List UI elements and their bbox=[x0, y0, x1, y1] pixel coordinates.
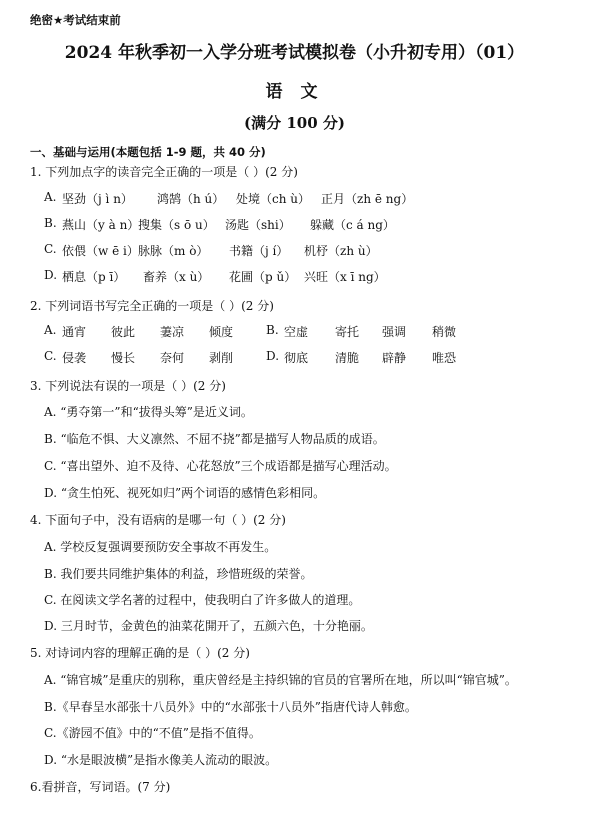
q4-option: A. 学校反复强调要预防安全事故不再发生。 bbox=[44, 540, 277, 554]
q2-word: 清脆 bbox=[335, 351, 360, 365]
q2-word: 奈何 bbox=[160, 351, 185, 365]
q2-option-letter: B. bbox=[266, 323, 279, 337]
question-6-stem: 6.看拼音，写词语。(7 分) bbox=[30, 780, 171, 794]
q1-option-letter: A. bbox=[44, 190, 57, 204]
q1-option-item: 机杼（zh ù） bbox=[304, 244, 378, 258]
q4-option: D. 三月时节，金黄色的油菜花開开了，五颜六色，十分艳丽。 bbox=[44, 619, 373, 633]
q1-option-item: 依偎（w ē i） bbox=[62, 244, 139, 258]
q1-option-item: 畜养（x ù） bbox=[143, 270, 210, 284]
q1-option-letter: B. bbox=[44, 216, 57, 230]
q2-word: 唯恐 bbox=[432, 351, 457, 365]
q2-word: 通宵 bbox=[62, 325, 87, 339]
q2-word: 辟静 bbox=[382, 351, 407, 365]
question-1-stem: 1. 下列加点字的读音完全正确的一项是（ ）(2 分) bbox=[30, 165, 298, 179]
q2-option-letter: A. bbox=[44, 323, 57, 337]
q2-word: 彼此 bbox=[111, 325, 136, 339]
question-4-stem: 4. 下面句子中，没有语病的是哪一句（ ）(2 分) bbox=[30, 513, 286, 527]
subject-title: 语 文 bbox=[265, 82, 324, 102]
q2-word: 强调 bbox=[382, 325, 407, 339]
q1-option-letter: D. bbox=[44, 268, 58, 282]
q5-option: B.《早春呈水部张十八员外》中的“水部张十八员外”指唐代诗人韩愈。 bbox=[44, 700, 417, 714]
question-3-stem: 3. 下列说法有误的一项是（ ）(2 分) bbox=[30, 379, 226, 393]
q2-word: 萋凉 bbox=[160, 325, 185, 339]
q5-option: D. “水是眼波横”是指水像美人流动的眼波。 bbox=[44, 753, 278, 767]
q4-option: C. 在阅读文学名著的过程中，使我明白了许多做人的道理。 bbox=[44, 593, 361, 607]
q1-option-item: 躲藏（c á ng） bbox=[310, 218, 395, 232]
q3-option: B. “临危不惧、大义凛然、不屈不挠”都是描写人物品质的成语。 bbox=[44, 432, 385, 446]
q1-option-item: 燕山（y à n） bbox=[62, 218, 140, 232]
full-mark: (满分 100 分) bbox=[244, 114, 345, 132]
q1-option-item: 坚劲（j ì n） bbox=[62, 192, 133, 206]
q2-word: 寄托 bbox=[335, 325, 360, 339]
q5-option: A. “锦官城”是重庆的别称，重庆曾经是主持织锦的官员的官署所在地，所以叫“锦官城”。 bbox=[44, 673, 517, 687]
section-heading: 一、基础与运用(本题包括 1-9 题，共 40 分) bbox=[30, 145, 266, 159]
q1-option-item: 正月（zh ē ng） bbox=[321, 192, 414, 206]
q2-word: 倾度 bbox=[209, 325, 234, 339]
confidential-label: 绝密★考试结束前 bbox=[30, 13, 121, 27]
q4-option: B. 我们要共同维护集体的利益，珍惜班级的荣誉。 bbox=[44, 567, 313, 581]
q1-option-item: 处境（ch ù） bbox=[236, 192, 310, 206]
q3-option: C. “喜出望外、迫不及待、心花怒放”三个成语都是描写心理活动。 bbox=[44, 459, 397, 473]
q3-option: A. “勇夺第一”和“拔得头筹”是近义词。 bbox=[44, 405, 253, 419]
q2-word: 稍微 bbox=[432, 325, 457, 339]
q1-option-item: 花圃（p ǔ） bbox=[229, 270, 297, 284]
q2-word: 空虚 bbox=[284, 325, 309, 339]
q3-option: D. “贪生怕死、视死如归”两个词语的感情色彩相同。 bbox=[44, 486, 326, 500]
q2-word: 侵袭 bbox=[62, 351, 87, 365]
q2-option-letter: C. bbox=[44, 349, 57, 363]
q1-option-letter: C. bbox=[44, 242, 57, 256]
q2-word: 彻底 bbox=[284, 351, 309, 365]
q1-option-item: 汤匙（shi） bbox=[225, 218, 291, 232]
q5-option: C.《游园不值》中的“不值”是指不值得。 bbox=[44, 726, 261, 740]
q1-option-item: 搜集（s ō u） bbox=[138, 218, 215, 232]
q1-option-item: 鸿鹄（h ú） bbox=[157, 192, 225, 206]
q2-word: 慢长 bbox=[111, 351, 136, 365]
q1-option-item: 脉脉（m ò） bbox=[138, 244, 209, 258]
exam-title: 2024 年秋季初一入学分班考试模拟卷（小升初专用）（01） bbox=[64, 43, 525, 63]
q1-option-item: 书籍（j í） bbox=[229, 244, 289, 258]
q2-word: 剥削 bbox=[209, 351, 234, 365]
q2-option-letter: D. bbox=[266, 349, 280, 363]
q1-option-item: 栖息（p ī） bbox=[62, 270, 126, 284]
question-2-stem: 2. 下列词语书写完全正确的一项是（ ）(2 分) bbox=[30, 299, 274, 313]
question-5-stem: 5. 对诗词内容的理解正确的是（ ）(2 分) bbox=[30, 646, 250, 660]
q1-option-item: 兴旺（x ī ng） bbox=[304, 270, 386, 284]
